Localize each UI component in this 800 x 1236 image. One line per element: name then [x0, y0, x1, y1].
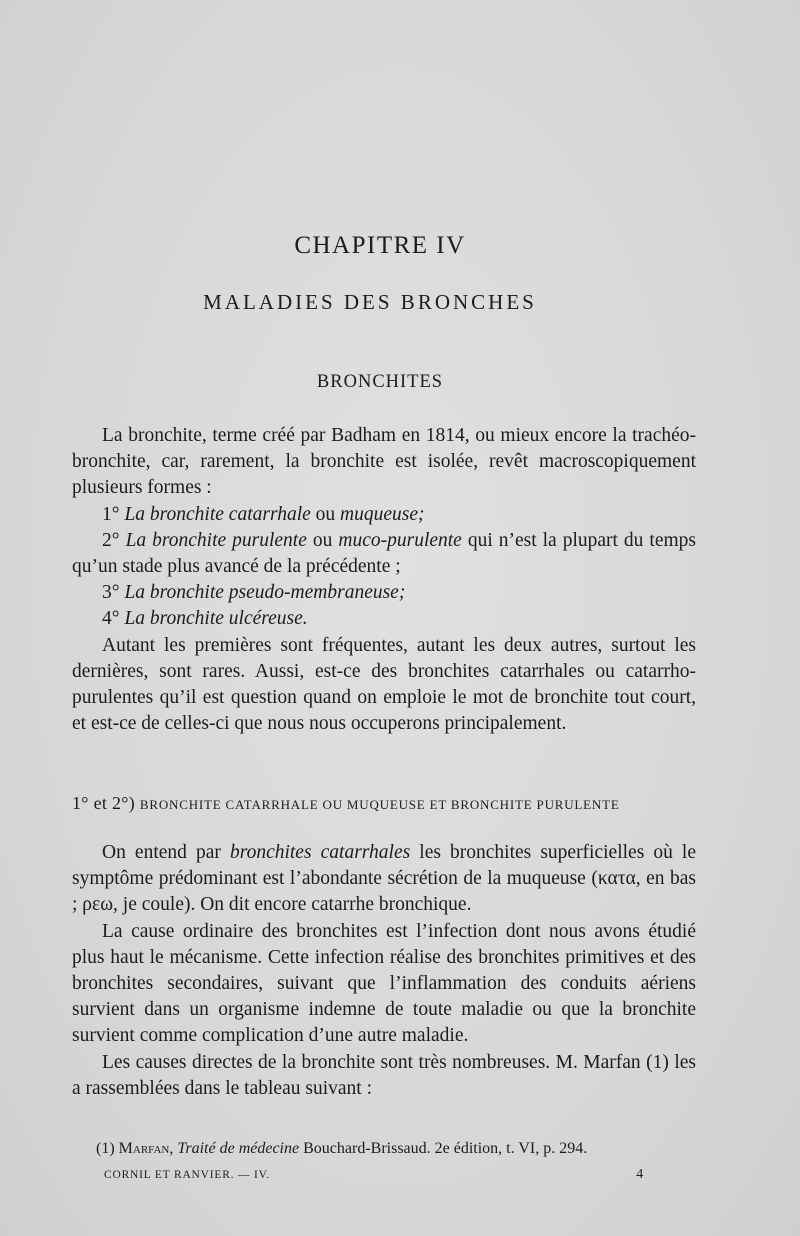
list-item-4-number: 4°: [102, 608, 120, 630]
paragraph-definition-rest: les bronchites superficielles où le symptôme prédominant est l’abondante sécrétion de la muqueuse (κατα, en bas ; ρεω, je coule). On dit encore catarrhe bronchique.: [72, 842, 697, 916]
list-item-2: [72, 528, 696, 580]
part-title: MALADIES DES BRONCHES: [203, 290, 537, 314]
paragraph-definition-start: On entend par: [102, 842, 230, 863]
list-item-2-b: muco-purulente: [338, 529, 462, 551]
list-item-1-b: muqueuse: [340, 503, 418, 525]
footer-signature: CORNIL ET RANVIER. — IV.: [104, 1169, 270, 1181]
list-item-3-a: La bronchite pseudo-membraneuse;: [124, 582, 406, 604]
subsection-text: BRONCHITE CATARRHALE OU MUQUEUSE ET BRONCHITE PURULENTE: [139, 797, 620, 812]
page-footer: [104, 1169, 644, 1181]
section-title: BRONCHITES: [316, 372, 444, 392]
intro-paragraph-2: Autant les premières sont fréquentes, autant les deux autres, surtout les dernières, sont rares. Aussi, est-ce des bronchites catarrhales ou catarrho-purulentes qu’il est question quand on emploie le mot de bronchite tout court, et est-ce de celles-ci que nous nous occuperons principalement.: [72, 634, 696, 735]
footnote-rest: Bouchard-Brissaud. 2e édition, t. VI, p. 294.: [303, 1140, 588, 1157]
intro-block: [72, 423, 696, 737]
list-item-1-a: La bronchite catarrhale: [124, 503, 311, 525]
footnote-title: Traité de médecine: [177, 1140, 300, 1157]
paragraph-cause: La cause ordinaire des bronchites est l’infection dont nous avons étudié plus haut le mécanisme. Cette infection réalise des bronchites primitives et des bronchites secondaires, suivant que l’inflammation des conduits aériens survient dans un organisme indemne de toute maladie ou que la bronchite survient comme complication d’une autre maladie.: [72, 920, 696, 1047]
subsection-heading: [72, 793, 696, 814]
paragraph-definition: [72, 840, 696, 919]
list-item-4: [72, 606, 696, 632]
list-item-3: [72, 580, 696, 606]
list-item-3-number: 3°: [102, 582, 120, 604]
list-item-1-number: 1°: [102, 503, 120, 525]
chapter-title: CHAPITRE IV: [294, 232, 466, 259]
paragraph-definition-term: bronchites catarrhales: [229, 842, 411, 863]
list-item-1: [72, 502, 696, 528]
list-item-1-end: ;: [418, 503, 425, 525]
subsection-number: 1° et 2°): [72, 793, 136, 813]
footnote: [96, 1140, 676, 1158]
page-number: 4: [636, 1167, 644, 1182]
intro-paragraph-1: La bronchite, terme créé par Badham en 1814, ou mieux encore la trachéo-bronchite, car, rarement, la bronchite est isolée, revêt macroscopiquement plusieurs formes :: [72, 425, 696, 499]
paragraph-causes-list: Les causes directes de la bronchite sont très nombreuses. M. Marfan (1) les a rassemblées dans le tableau suivant :: [72, 1051, 696, 1099]
main-text-block: [72, 840, 696, 1102]
list-item-2-mid: ou: [306, 529, 339, 551]
footnote-mark: (1): [96, 1140, 115, 1157]
list-item-2-number: 2°: [102, 529, 120, 551]
footnote-author: Marfan,: [118, 1140, 174, 1157]
list-item-4-a: La bronchite ulcéreuse.: [124, 608, 308, 630]
list-item-2-end: qui n’est la plupart du temps qu’un stade plus avancé de la précédente ;: [72, 529, 697, 578]
list-item-2-a: La bronchite purulente: [125, 529, 307, 551]
list-item-1-mid: ou: [310, 503, 341, 525]
